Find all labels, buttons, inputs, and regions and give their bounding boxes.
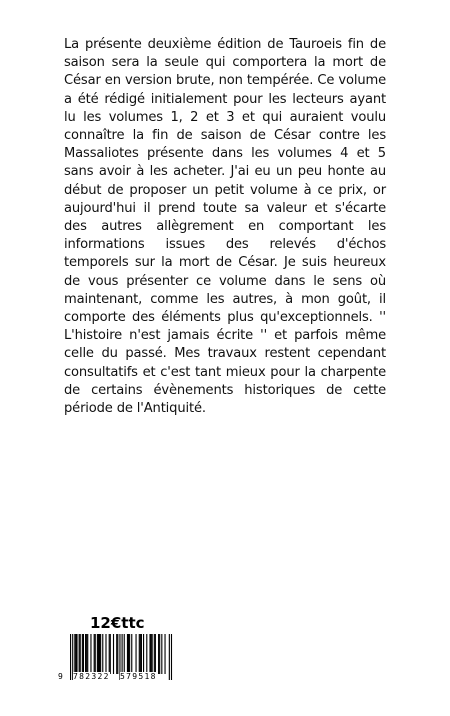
- barcode-bar: [140, 634, 141, 674]
- barcode-bar: [149, 634, 150, 674]
- barcode-bar: [79, 634, 80, 674]
- barcode-bar: [100, 634, 101, 674]
- barcode-bar: [98, 634, 99, 674]
- barcode-bar: [131, 634, 132, 674]
- barcode-bar: [161, 634, 162, 674]
- barcode-bar: [94, 634, 95, 674]
- barcode-bar: [146, 634, 147, 674]
- barcode-bar: [102, 634, 103, 674]
- barcode-bar: [151, 634, 152, 674]
- barcode-bar: [99, 634, 100, 674]
- price-label: 12€ttc: [90, 614, 145, 632]
- barcode-bar: [85, 634, 86, 674]
- barcode-bar: [113, 634, 114, 674]
- barcode-bar: [127, 634, 128, 674]
- barcode-bar: [95, 634, 96, 674]
- barcode-bar: [75, 634, 76, 674]
- barcode-bar: [97, 634, 98, 674]
- isbn-group-1: 782322: [73, 672, 110, 681]
- isbn-barcode: [58, 634, 174, 684]
- isbn-digits: [58, 672, 174, 684]
- barcode-bar: [141, 634, 142, 674]
- barcode-bar: [90, 634, 91, 674]
- isbn-group-2: 579518: [120, 672, 157, 681]
- isbn-lead-digit: 9: [58, 672, 63, 681]
- barcode-bar: [159, 634, 160, 674]
- barcode-bar: [74, 634, 75, 674]
- barcode-bar: [116, 634, 117, 674]
- barcode-bar: [164, 634, 165, 674]
- barcode-bar: [105, 634, 106, 674]
- barcode-bar: [87, 634, 88, 674]
- barcode-bar: [155, 634, 156, 674]
- barcode-bar: [158, 634, 159, 674]
- barcode-bar: [152, 634, 153, 674]
- barcode-bar: [129, 634, 130, 674]
- barcode-bar: [109, 634, 110, 674]
- barcode-bar: [139, 634, 140, 674]
- barcode-bar: [143, 634, 144, 674]
- barcode-bar: [117, 634, 118, 674]
- barcode-bar: [124, 634, 125, 674]
- barcode-bar: [110, 634, 111, 674]
- barcode-bar: [76, 634, 77, 674]
- barcode-bar: [86, 634, 87, 674]
- back-cover-blurb: La présente deuxième édition de Tauroeis fin de saison sera la seule qui comportera la mort de César en version brute, non tempérée. Ce volume a été rédigé initialement pour les lecteurs ayant lu les volumes 1, 2 et 3 et qui auraient voulu connaître la fin de saison de César contre les Massaliotes présente dans les volumes 4 et 5 sans avoir à les acheter. J'ai eu un peu honte au début de proposer un petit volume à ce prix, or aujourd'hui il prend toute sa valeur et s'écarte des autres allègrement en comportant les informations issues des relevés d'échos temporels sur la mort de César. Je suis heureux de vous présenter ce volume dans le sens où maintenant, comme les autres, à mon goût, il comporte des éléments plus qu'exceptionnels. '' L'histoire n'est jamais écrite '' et parfois même celle du passé. Mes travaux restent cependant consultatifs et c'est tant mieux pour la charpente de certains évènements historiques de cette période de l'Antiquité.: [64, 37, 386, 417]
- barcode-bar: [80, 634, 81, 674]
- barcode-bar: [128, 634, 129, 674]
- barcode-bar: [154, 634, 155, 674]
- barcode-bar: [82, 634, 83, 674]
- barcode-bar: [83, 634, 84, 674]
- barcode-bar: [135, 634, 136, 674]
